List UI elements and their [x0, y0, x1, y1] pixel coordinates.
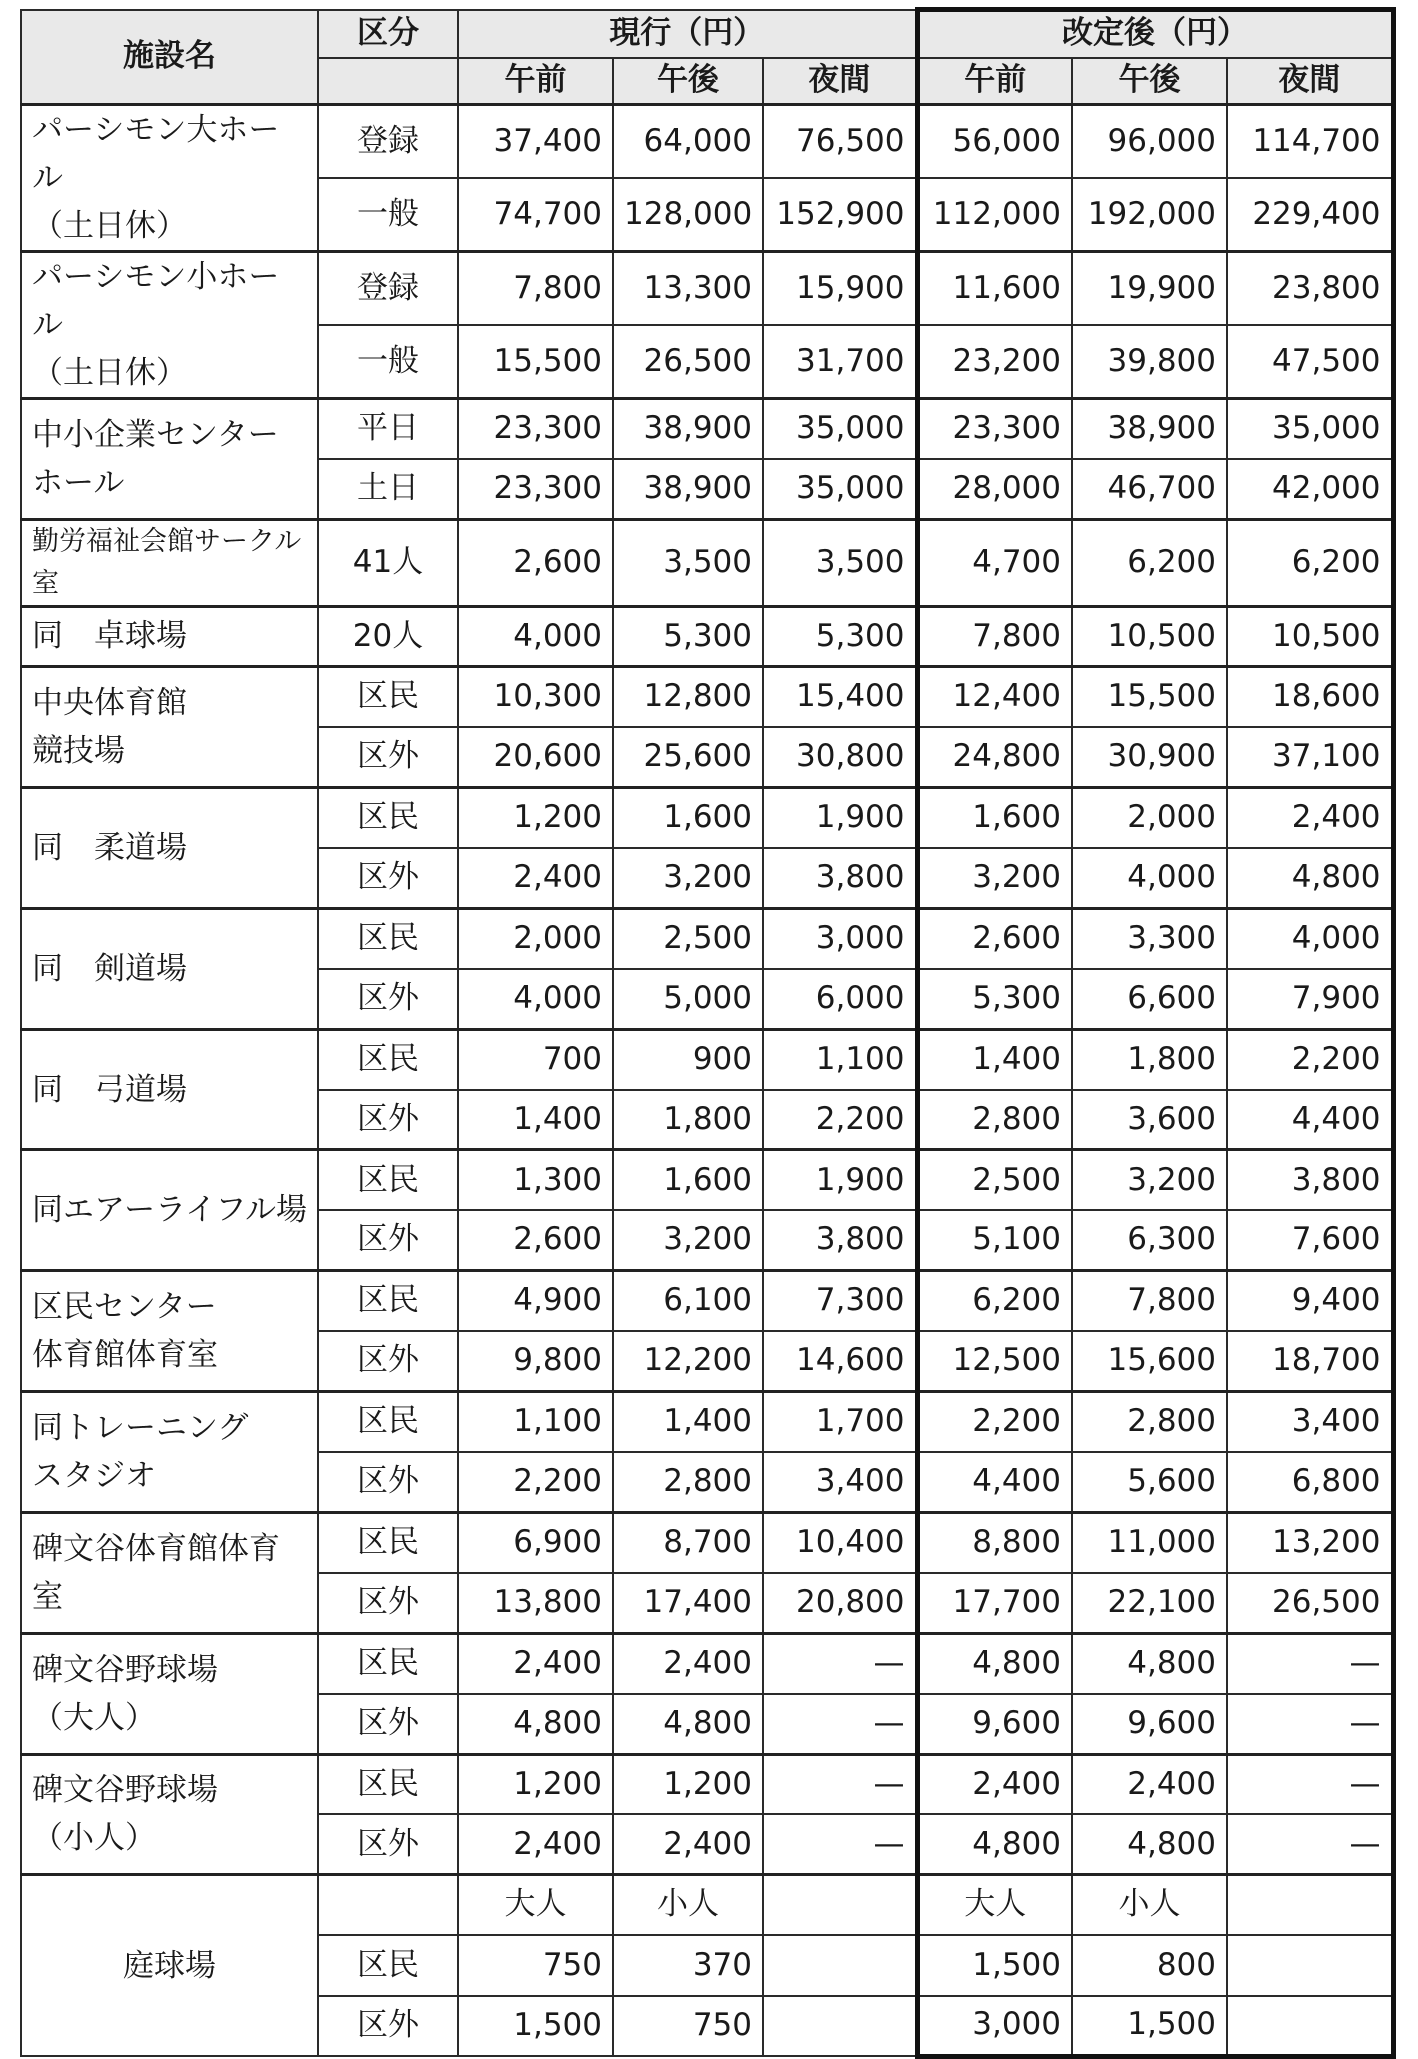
revised-pm-cell: 3,300 — [1072, 908, 1227, 968]
current-am-cell: 4,800 — [458, 1694, 613, 1754]
revised-pm-cell: 39,800 — [1072, 325, 1227, 399]
table-row — [21, 399, 1393, 459]
revised-night-cell: 47,500 — [1227, 325, 1393, 399]
category-cell: 区外 — [318, 1331, 458, 1391]
current-am-cell: 37,400 — [458, 105, 613, 179]
table-row — [21, 1150, 1393, 1210]
revised-pm-cell: 小人 — [1072, 1875, 1227, 1935]
revised-pm-cell: 11,000 — [1072, 1512, 1227, 1572]
revised-night-cell — [1227, 1996, 1393, 2056]
current-am-cell: 2,400 — [458, 848, 613, 908]
facility-name: 中小企業センター ホール — [21, 399, 318, 520]
revised-am-cell: 12,400 — [917, 667, 1072, 727]
revised-pm-cell: 15,500 — [1072, 667, 1227, 727]
table-row — [21, 1875, 1393, 1935]
revised-pm-cell: 38,900 — [1072, 399, 1227, 459]
current-night-cell: — — [763, 1814, 917, 1874]
revised-am-cell: 23,300 — [917, 399, 1072, 459]
revised-am-cell: 2,400 — [917, 1754, 1072, 1814]
category-cell: 平日 — [318, 399, 458, 459]
current-night-cell: 14,600 — [763, 1331, 917, 1391]
table-row — [21, 1754, 1393, 1814]
current-am-cell: 23,300 — [458, 399, 613, 459]
header-revised-am: 午前 — [917, 58, 1072, 105]
revised-am-cell: 17,700 — [917, 1573, 1072, 1633]
category-cell: 区外 — [318, 969, 458, 1029]
facility-name: 勤労福祉会館サークル室 — [21, 520, 318, 607]
revised-pm-cell: 1,500 — [1072, 1996, 1227, 2056]
revised-pm-cell: 22,100 — [1072, 1573, 1227, 1633]
current-pm-cell: 370 — [613, 1935, 763, 1995]
current-pm-cell: 2,500 — [613, 908, 763, 968]
current-night-cell: 1,900 — [763, 1150, 917, 1210]
current-night-cell: 3,800 — [763, 848, 917, 908]
current-night-cell: 7,300 — [763, 1271, 917, 1331]
current-am-cell: 2,600 — [458, 1210, 613, 1270]
category-cell: 区外 — [318, 1814, 458, 1874]
revised-pm-cell: 192,000 — [1072, 178, 1227, 252]
revised-pm-cell: 7,800 — [1072, 1271, 1227, 1331]
current-am-cell: 4,000 — [458, 606, 613, 666]
revised-night-cell: 42,000 — [1227, 459, 1393, 519]
revised-night-cell: 4,400 — [1227, 1090, 1393, 1150]
current-night-cell: 5,300 — [763, 606, 917, 666]
revised-am-cell: 6,200 — [917, 1271, 1072, 1331]
current-am-cell: 7,800 — [458, 252, 613, 326]
current-pm-cell: 2,400 — [613, 1814, 763, 1874]
current-am-cell: 1,200 — [458, 788, 613, 848]
current-night-cell: 3,000 — [763, 908, 917, 968]
revised-pm-cell: 30,900 — [1072, 727, 1227, 787]
category-cell: 区外 — [318, 1210, 458, 1270]
current-night-cell: 2,200 — [763, 1090, 917, 1150]
current-am-cell: 1,300 — [458, 1150, 613, 1210]
revised-night-cell: — — [1227, 1694, 1393, 1754]
revised-am-cell: 11,600 — [917, 252, 1072, 326]
current-am-cell: 1,400 — [458, 1090, 613, 1150]
current-pm-cell: 1,200 — [613, 1754, 763, 1814]
current-pm-cell: 1,600 — [613, 788, 763, 848]
revised-night-cell: 2,200 — [1227, 1029, 1393, 1089]
category-cell: 区外 — [318, 1573, 458, 1633]
current-night-cell: 76,500 — [763, 105, 917, 179]
current-pm-cell: 小人 — [613, 1875, 763, 1935]
current-am-cell: 4,900 — [458, 1271, 613, 1331]
current-am-cell: 23,300 — [458, 459, 613, 519]
revised-am-cell: 2,600 — [917, 908, 1072, 968]
revised-am-cell: 7,800 — [917, 606, 1072, 666]
current-night-cell: 35,000 — [763, 459, 917, 519]
category-cell: 区民 — [318, 1392, 458, 1452]
category-cell: 区民 — [318, 1150, 458, 1210]
revised-pm-cell: 4,800 — [1072, 1814, 1227, 1874]
current-night-cell: 15,900 — [763, 252, 917, 326]
facility-name: 同 柔道場 — [21, 788, 318, 909]
current-pm-cell: 5,300 — [613, 606, 763, 666]
revised-am-cell: 4,800 — [917, 1814, 1072, 1874]
revised-night-cell: 13,200 — [1227, 1512, 1393, 1572]
current-am-cell: 15,500 — [458, 325, 613, 399]
table-row — [21, 1029, 1393, 1089]
current-pm-cell: 17,400 — [613, 1573, 763, 1633]
revised-am-cell: 4,800 — [917, 1633, 1072, 1693]
category-cell: 区外 — [318, 848, 458, 908]
category-cell: 登録 — [318, 252, 458, 326]
current-am-cell: 6,900 — [458, 1512, 613, 1572]
current-night-cell: 3,500 — [763, 520, 917, 607]
revised-pm-cell: 4,800 — [1072, 1633, 1227, 1693]
revised-night-cell: 114,700 — [1227, 105, 1393, 179]
revised-night-cell: 7,600 — [1227, 1210, 1393, 1270]
current-night-cell: 35,000 — [763, 399, 917, 459]
revised-am-cell: 大人 — [917, 1875, 1072, 1935]
revised-night-cell: 4,800 — [1227, 848, 1393, 908]
revised-night-cell: 3,400 — [1227, 1392, 1393, 1452]
category-cell: 20人 — [318, 606, 458, 666]
revised-pm-cell: 96,000 — [1072, 105, 1227, 179]
table-row — [21, 1512, 1393, 1572]
revised-pm-cell: 2,800 — [1072, 1392, 1227, 1452]
category-cell: 区民 — [318, 667, 458, 727]
revised-night-cell: 6,200 — [1227, 520, 1393, 607]
current-pm-cell: 900 — [613, 1029, 763, 1089]
current-pm-cell: 1,800 — [613, 1090, 763, 1150]
current-am-cell: 2,000 — [458, 908, 613, 968]
current-am-cell: 大人 — [458, 1875, 613, 1935]
revised-am-cell: 8,800 — [917, 1512, 1072, 1572]
revised-am-cell: 1,500 — [917, 1935, 1072, 1995]
table-row — [21, 252, 1393, 326]
current-am-cell: 2,600 — [458, 520, 613, 607]
category-cell: 一般 — [318, 178, 458, 252]
header-current-am: 午前 — [458, 58, 613, 105]
revised-am-cell: 9,600 — [917, 1694, 1072, 1754]
fee-body — [21, 105, 1393, 2057]
category-cell: 区外 — [318, 1996, 458, 2056]
facility-name: 庭球場 — [21, 1875, 318, 2056]
facility-name: 同トレーニング スタジオ — [21, 1392, 318, 1513]
current-pm-cell: 1,400 — [613, 1392, 763, 1452]
revised-pm-cell: 9,600 — [1072, 1694, 1227, 1754]
revised-am-cell: 3,000 — [917, 1996, 1072, 2056]
table-row — [21, 520, 1393, 607]
current-am-cell: 13,800 — [458, 1573, 613, 1633]
category-cell: 区民 — [318, 1935, 458, 1995]
revised-am-cell: 3,200 — [917, 848, 1072, 908]
revised-pm-cell: 4,000 — [1072, 848, 1227, 908]
facility-name: パーシモン小ホール （土日休） — [21, 252, 318, 399]
category-cell: 区民 — [318, 1754, 458, 1814]
current-night-cell: — — [763, 1633, 917, 1693]
revised-night-cell: 18,700 — [1227, 1331, 1393, 1391]
facility-name: 中央体育館 競技場 — [21, 667, 318, 788]
current-night-cell: 20,800 — [763, 1573, 917, 1633]
revised-night-cell: 6,800 — [1227, 1452, 1393, 1512]
header-category: 区分 — [318, 10, 458, 58]
current-night-cell: 15,400 — [763, 667, 917, 727]
current-pm-cell: 3,200 — [613, 1210, 763, 1270]
table-row — [21, 1392, 1393, 1452]
revised-pm-cell: 5,600 — [1072, 1452, 1227, 1512]
table-row — [21, 105, 1393, 179]
table-row — [21, 788, 1393, 848]
revised-night-cell: 18,600 — [1227, 667, 1393, 727]
current-pm-cell: 5,000 — [613, 969, 763, 1029]
header-current: 現行（円） — [458, 10, 917, 58]
revised-night-cell: — — [1227, 1633, 1393, 1693]
category-cell: 区外 — [318, 1452, 458, 1512]
revised-am-cell: 112,000 — [917, 178, 1072, 252]
current-am-cell: 1,500 — [458, 1996, 613, 2056]
revised-night-cell: 7,900 — [1227, 969, 1393, 1029]
revised-pm-cell: 3,600 — [1072, 1090, 1227, 1150]
revised-am-cell: 2,500 — [917, 1150, 1072, 1210]
category-cell: 区外 — [318, 1090, 458, 1150]
header-current-night: 夜間 — [763, 58, 917, 105]
facility-name: 同エアーライフル場 — [21, 1150, 318, 1271]
revised-night-cell: 23,800 — [1227, 252, 1393, 326]
table-row — [21, 908, 1393, 968]
current-night-cell: 3,400 — [763, 1452, 917, 1512]
current-pm-cell: 3,200 — [613, 848, 763, 908]
current-pm-cell: 64,000 — [613, 105, 763, 179]
revised-am-cell: 5,300 — [917, 969, 1072, 1029]
table-row — [21, 606, 1393, 666]
revised-night-cell — [1227, 1875, 1393, 1935]
revised-am-cell: 2,200 — [917, 1392, 1072, 1452]
category-cell: 41人 — [318, 520, 458, 607]
current-night-cell: 1,900 — [763, 788, 917, 848]
current-pm-cell: 2,400 — [613, 1633, 763, 1693]
current-pm-cell: 38,900 — [613, 459, 763, 519]
revised-pm-cell: 19,900 — [1072, 252, 1227, 326]
facility-name: 同 弓道場 — [21, 1029, 318, 1150]
revised-am-cell: 4,700 — [917, 520, 1072, 607]
revised-night-cell: 10,500 — [1227, 606, 1393, 666]
current-night-cell — [763, 1996, 917, 2056]
current-am-cell: 2,400 — [458, 1814, 613, 1874]
current-night-cell — [763, 1875, 917, 1935]
current-pm-cell: 13,300 — [613, 252, 763, 326]
current-pm-cell: 2,800 — [613, 1452, 763, 1512]
current-pm-cell: 4,800 — [613, 1694, 763, 1754]
current-pm-cell: 1,600 — [613, 1150, 763, 1210]
revised-am-cell: 28,000 — [917, 459, 1072, 519]
current-am-cell: 4,000 — [458, 969, 613, 1029]
current-night-cell: 30,800 — [763, 727, 917, 787]
revised-night-cell: — — [1227, 1754, 1393, 1814]
header-revised: 改定後（円） — [917, 10, 1393, 58]
category-cell: 土日 — [318, 459, 458, 519]
current-night-cell: — — [763, 1754, 917, 1814]
category-cell: 区民 — [318, 1029, 458, 1089]
revised-am-cell: 1,600 — [917, 788, 1072, 848]
revised-night-cell: 229,400 — [1227, 178, 1393, 252]
current-night-cell: 6,000 — [763, 969, 917, 1029]
header-category-blank — [318, 58, 458, 105]
category-cell: 区民 — [318, 1512, 458, 1572]
current-pm-cell: 12,200 — [613, 1331, 763, 1391]
facility-name: 区民センター 体育館体育室 — [21, 1271, 318, 1392]
revised-am-cell: 1,400 — [917, 1029, 1072, 1089]
facility-name: 同 剣道場 — [21, 908, 318, 1029]
current-pm-cell: 38,900 — [613, 399, 763, 459]
revised-pm-cell: 6,200 — [1072, 520, 1227, 607]
current-am-cell: 74,700 — [458, 178, 613, 252]
category-cell: 区民 — [318, 788, 458, 848]
current-pm-cell: 12,800 — [613, 667, 763, 727]
revised-night-cell: 3,800 — [1227, 1150, 1393, 1210]
fee-table — [20, 7, 1396, 2059]
category-cell: 区民 — [318, 1271, 458, 1331]
revised-night-cell: 9,400 — [1227, 1271, 1393, 1331]
facility-name: 碑文谷野球場 （小人） — [21, 1754, 318, 1875]
table-row — [21, 667, 1393, 727]
current-am-cell: 2,200 — [458, 1452, 613, 1512]
category-cell: 区民 — [318, 908, 458, 968]
current-am-cell: 20,600 — [458, 727, 613, 787]
current-night-cell: 10,400 — [763, 1512, 917, 1572]
header-facility: 施設名 — [21, 10, 318, 105]
facility-name: パーシモン大ホール （土日休） — [21, 105, 318, 252]
category-cell: 区外 — [318, 727, 458, 787]
revised-night-cell: 37,100 — [1227, 727, 1393, 787]
revised-pm-cell: 2,400 — [1072, 1754, 1227, 1814]
current-night-cell: 31,700 — [763, 325, 917, 399]
revised-night-cell: 35,000 — [1227, 399, 1393, 459]
table-row — [21, 1271, 1393, 1331]
current-am-cell: 750 — [458, 1935, 613, 1995]
revised-night-cell: 26,500 — [1227, 1573, 1393, 1633]
current-am-cell: 2,400 — [458, 1633, 613, 1693]
header-current-pm: 午後 — [613, 58, 763, 105]
revised-pm-cell: 3,200 — [1072, 1150, 1227, 1210]
facility-name: 碑文谷野球場 （大人） — [21, 1633, 318, 1754]
revised-am-cell: 5,100 — [917, 1210, 1072, 1270]
current-night-cell: 152,900 — [763, 178, 917, 252]
revised-night-cell: — — [1227, 1814, 1393, 1874]
revised-night-cell: 4,000 — [1227, 908, 1393, 968]
current-pm-cell: 3,500 — [613, 520, 763, 607]
current-pm-cell: 26,500 — [613, 325, 763, 399]
revised-pm-cell: 800 — [1072, 1935, 1227, 1995]
category-cell: 一般 — [318, 325, 458, 399]
current-pm-cell: 8,700 — [613, 1512, 763, 1572]
category-cell: 区民 — [318, 1633, 458, 1693]
facility-name: 同 卓球場 — [21, 606, 318, 666]
current-am-cell: 1,100 — [458, 1392, 613, 1452]
current-night-cell: 1,100 — [763, 1029, 917, 1089]
category-cell: 登録 — [318, 105, 458, 179]
category-cell — [318, 1875, 458, 1935]
revised-pm-cell: 46,700 — [1072, 459, 1227, 519]
revised-pm-cell: 10,500 — [1072, 606, 1227, 666]
revised-pm-cell: 1,800 — [1072, 1029, 1227, 1089]
revised-pm-cell: 2,000 — [1072, 788, 1227, 848]
current-pm-cell: 6,100 — [613, 1271, 763, 1331]
current-am-cell: 700 — [458, 1029, 613, 1089]
revised-am-cell: 24,800 — [917, 727, 1072, 787]
revised-am-cell: 12,500 — [917, 1331, 1072, 1391]
current-am-cell: 1,200 — [458, 1754, 613, 1814]
revised-pm-cell: 15,600 — [1072, 1331, 1227, 1391]
revised-am-cell: 56,000 — [917, 105, 1072, 179]
revised-am-cell: 2,800 — [917, 1090, 1072, 1150]
revised-pm-cell: 6,300 — [1072, 1210, 1227, 1270]
current-am-cell: 10,300 — [458, 667, 613, 727]
table-row — [21, 1633, 1393, 1693]
facility-name: 碑文谷体育館体育室 — [21, 1512, 318, 1633]
current-pm-cell: 750 — [613, 1996, 763, 2056]
current-night-cell: 1,700 — [763, 1392, 917, 1452]
current-pm-cell: 128,000 — [613, 178, 763, 252]
category-cell: 区外 — [318, 1694, 458, 1754]
current-pm-cell: 25,600 — [613, 727, 763, 787]
current-night-cell — [763, 1935, 917, 1995]
current-night-cell: 3,800 — [763, 1210, 917, 1270]
revised-night-cell: 2,400 — [1227, 788, 1393, 848]
revised-am-cell: 4,400 — [917, 1452, 1072, 1512]
current-night-cell: — — [763, 1694, 917, 1754]
header-revised-pm: 午後 — [1072, 58, 1227, 105]
revised-night-cell — [1227, 1935, 1393, 1995]
revised-pm-cell: 6,600 — [1072, 969, 1227, 1029]
current-am-cell: 9,800 — [458, 1331, 613, 1391]
header-revised-night: 夜間 — [1227, 58, 1393, 105]
revised-am-cell: 23,200 — [917, 325, 1072, 399]
